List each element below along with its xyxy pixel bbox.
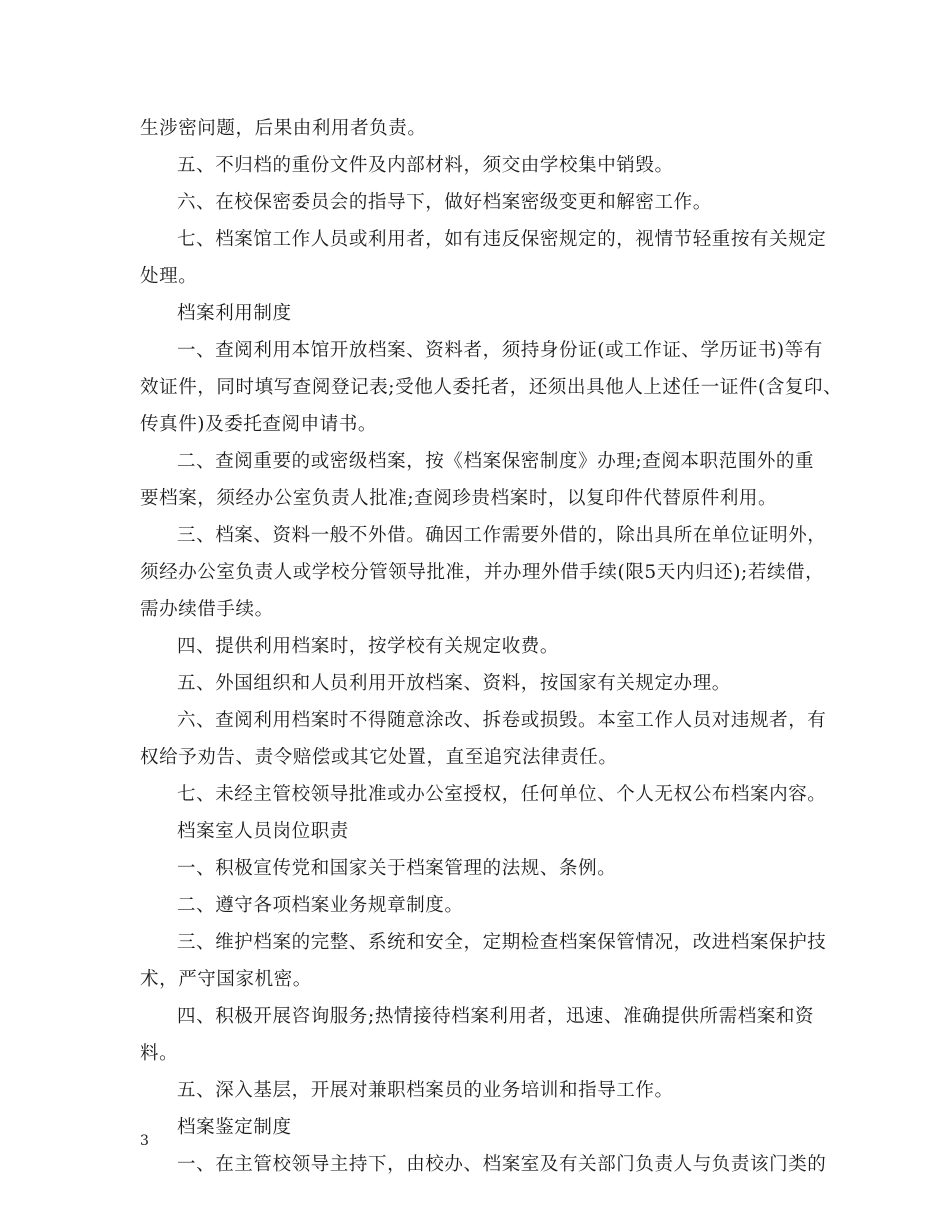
text-line: 七、未经主管校领导批准或办公室授权，任何单位、个人无权公布档案内容。 <box>177 784 827 805</box>
text-line: 需办续借手续。 <box>140 599 274 620</box>
text-line: 术，严守国家机密。 <box>140 969 312 990</box>
text-line: 一、查阅利用本馆开放档案、资料者，须持身份证(或工作证、学历证书)等有 <box>177 340 823 361</box>
text-line: 四、提供利用档案时，按学校有关规定收费。 <box>177 636 560 657</box>
section-heading: 档案室人员岗位职责 <box>177 821 349 842</box>
text-line: 料。 <box>140 1043 179 1064</box>
section-heading: 档案鉴定制度 <box>177 1117 292 1138</box>
text-line: 效证件，同时填写查阅登记表;受他人委托者，还须出具他人上述任一证件(含复印、 <box>140 377 843 398</box>
text-line: 二、查阅重要的或密级档案，按《档案保密制度》办理;查阅本职范围外的重 <box>177 451 815 472</box>
text-line: 五、外国组织和人员利用开放档案、资料，按国家有关规定办理。 <box>177 673 731 694</box>
text-line: 三、档案、资料一般不外借。确因工作需要外借的，除出具所在单位证明外， <box>177 525 827 546</box>
document-body <box>140 110 843 1183</box>
text-line: 六、在校保密委员会的指导下，做好档案密级变更和解密工作。 <box>177 192 712 213</box>
text-line: 一、积极宣传党和国家关于档案管理的法规、条例。 <box>177 858 617 879</box>
text-line: 处理。 <box>140 266 198 287</box>
text-line: 须经办公室负责人或学校分管领导批准，并办理外借手续(限5天内归还);若续借， <box>140 562 825 583</box>
text-line: 二、遵守各项档案业务规章制度。 <box>177 895 464 916</box>
text-line: 五、深入基层，开展对兼职档案员的业务培训和指导工作。 <box>177 1080 674 1101</box>
text-line: 三、维护档案的完整、系统和安全，定期检查档案保管情况，改进档案保护技 <box>177 932 827 953</box>
text-line: 生涉密问题，后果由利用者负责。 <box>140 118 427 139</box>
text-line: 七、档案馆工作人员或利用者，如有违反保密规定的，视情节轻重按有关规定 <box>177 229 827 250</box>
section-heading: 档案利用制度 <box>177 303 292 324</box>
text-line: 四、积极开展咨询服务;热情接待档案利用者，迅速、准确提供所需档案和资 <box>177 1006 815 1027</box>
text-line: 权给予劝告、责令赔偿或其它处置，直至追究法律责任。 <box>140 747 618 768</box>
text-line: 六、查阅利用档案时不得随意涂改、拆卷或损毁。本室工作人员对违规者，有 <box>177 710 827 731</box>
page-number: 3 <box>140 1133 149 1149</box>
text-line: 五、不归档的重份文件及内部材料，须交由学校集中销毁。 <box>177 155 674 176</box>
text-line: 要档案，须经办公室负责人批准;查阅珍贵档案时，以复印件代替原件利用。 <box>140 488 778 509</box>
text-line: 传真件)及委托查阅申请书。 <box>140 414 378 435</box>
text-line: 一、在主管校领导主持下，由校办、档案室及有关部门负责人与负责该门类的 <box>177 1154 827 1175</box>
